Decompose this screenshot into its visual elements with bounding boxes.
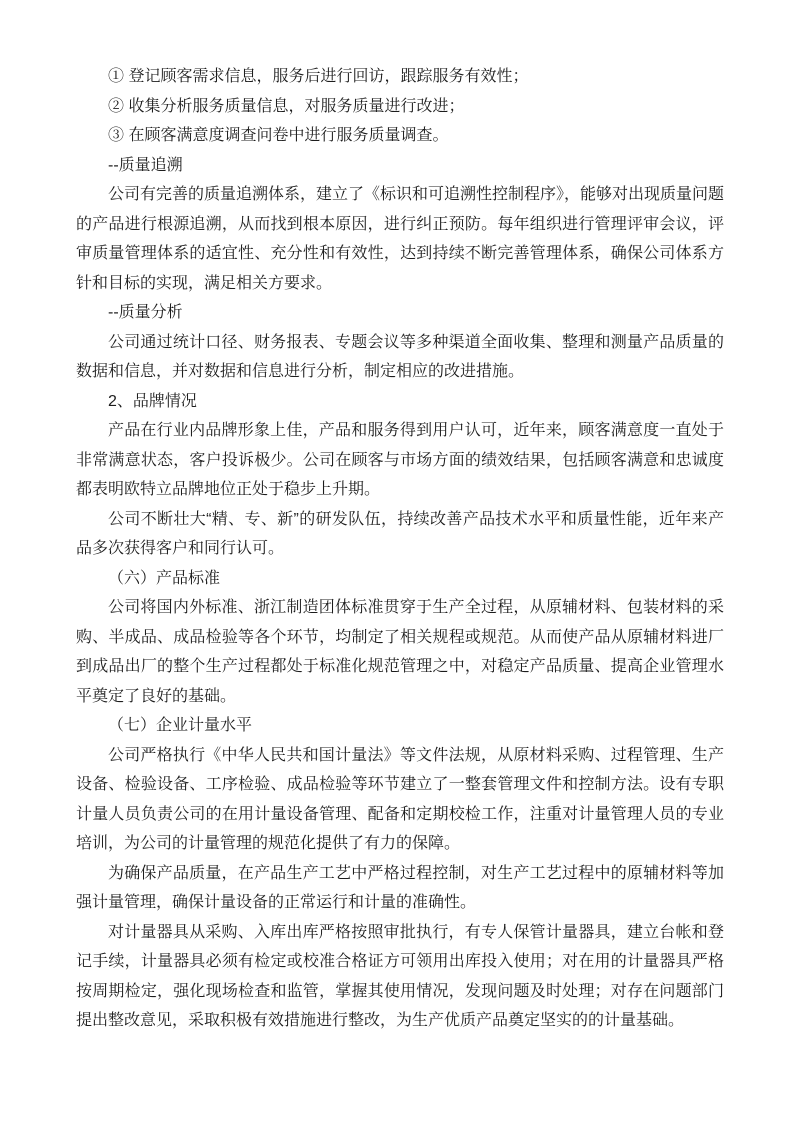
paragraph-metrology-process-control: 为确保产品质量，在产品生产工艺中严格过程控制，对生产工艺过程中的原辅材料等加强计量管理，确保计量设备的正常运行和计量的准确性。 [76, 864, 724, 911]
subheading-quality-analysis: --质量分析 [108, 304, 183, 321]
document-body [76, 62, 724, 1036]
list-item-satisfaction-survey: ③ 在顾客满意度调查问卷中进行服务质量调查。 [108, 127, 449, 144]
paragraph-brand-image: 产品在行业内品牌形象上佳，产品和服务得到用户认可，近年来，顾客满意度一直处于非常满意状态，客户投诉极少。公司在顾客与市场方面的绩效结果，包括顾客满意和忠诚度都表明欧特立品牌地位正处于稳步上升期。 [76, 422, 724, 498]
heading-product-standards: （六）产品标准 [108, 569, 221, 587]
heading-enterprise-metrology: （七）企业计量水平 [108, 717, 253, 734]
subheading-quality-traceability: --质量追溯 [108, 156, 183, 174]
heading-brand-situation: 2、品牌情况 [108, 392, 197, 410]
paragraph-metrology-instruments: 对计量器具从采购、入库出库严格按照审批执行，有专人保管计量器具，建立台帐和登记手续，计量器具必须有检定或校准合格证方可领用出库投入使用；对在用的计量器具严格按周期检定，强化现场检查和监管，掌握其使用情况，发现问题及时处理；对存在问题部门提出整改意见，采取积极有效措施进行整改，为生产优质产品奠定坚实的的计量基础。 [76, 923, 724, 1029]
list-item-register-customer-needs: ① 登记顾客需求信息，服务后进行回访，跟踪服务有效性； [108, 68, 529, 85]
paragraph-product-standards: 公司将国内外标准、浙江制造团体标准贯穿于生产全过程，从原辅材料、包装材料的采购、半成品、成品检验等各个环节，均制定了相关规程或规范。从而使产品从原辅材料进厂到成品出厂的整个生产过程都处于标准化规范管理之中，对稳定产品质量、提高企业管理水平奠定了良好的基础。 [76, 599, 724, 705]
list-item-collect-service-quality-info: ② 收集分析服务质量信息，对服务质量进行改进； [108, 97, 465, 115]
paragraph-quality-analysis: 公司通过统计口径、财务报表、专题会议等多种渠道全面收集、整理和测量产品质量的数据和信息，并对数据和信息进行分析，制定相应的改进措施。 [76, 333, 724, 380]
paragraph-quality-traceability: 公司有完善的质量追溯体系，建立了《标识和可追溯性控制程序》，能够对出现质量问题的产品进行根源追溯，从而找到根本原因，进行纠正预防。每年组织进行管理评审会议，评审质量管理体系的适宜性、充分性和有效性，达到持续不断完善管理体系，确保公司体系方针和目标的实现，满足相关方要求。 [76, 186, 725, 292]
paragraph-rd-team: 公司不断壮大“精、专、新”的研发队伍，持续改善产品技术水平和质量性能，近年来产品多次获得客户和同行认可。 [76, 510, 724, 557]
paragraph-metrology-law: 公司严格执行《中华人民共和国计量法》等文件法规，从原材料采购、过程管理、生产设备、检验设备、工序检验、成品检验等环节建立了一整套管理文件和控制方法。设有专职计量人员负责公司的在用计量设备管理、配备和定期校检工作，注重对计量管理人员的专业培训，为公司的计量管理的规范化提供了有力的保障。 [76, 746, 724, 852]
